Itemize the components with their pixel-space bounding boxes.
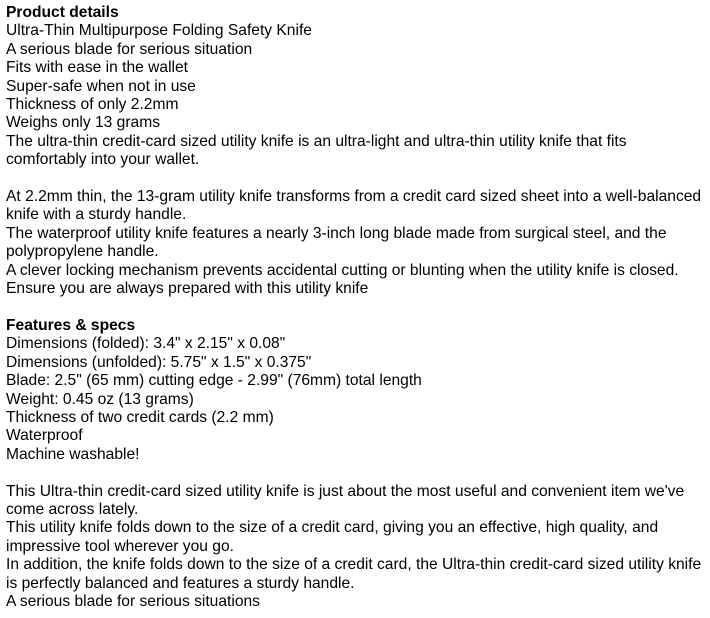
closing-line: A serious blade for serious situations xyxy=(6,592,260,610)
features-specs-heading: Features & specs xyxy=(6,316,136,334)
paragraph-gap xyxy=(6,170,704,188)
spec-line: Dimensions (unfolded): 5.75" x 1.5" x 0.375" xyxy=(6,353,312,371)
product-line: Thickness of only 2.2mm xyxy=(6,96,179,114)
product-line: A clever locking mechanism prevents accidental cutting or blunting when the utility knife is closed. xyxy=(6,261,679,279)
product-line: A serious blade for serious situation xyxy=(6,40,253,58)
product-line: Super-safe when not in use xyxy=(6,77,196,95)
product-line: Weighs only 13 grams xyxy=(6,114,160,132)
product-line: At 2.2mm thin, the 13-gram utility knife transforms from a credit card sized sheet into a well-balanced knife with a sturdy handle. xyxy=(6,188,702,224)
closing-line: This utility knife folds down to the size of a credit card, giving you an effective, high quality, and impressive tool wherever you go. xyxy=(6,519,659,555)
spec-line: Blade: 2.5" (65 mm) cutting edge - 2.99" (76mm) total length xyxy=(6,372,422,390)
spec-line: Weight: 0.45 oz (13 grams) xyxy=(6,390,194,408)
spec-line: Machine washable! xyxy=(6,445,140,463)
spec-line: Waterproof xyxy=(6,427,83,445)
product-line: Ultra-Thin Multipurpose Folding Safety Knife xyxy=(6,22,312,40)
spec-line: Thickness of two credit cards (2.2 mm) xyxy=(6,408,274,426)
closing-line: This Ultra-thin credit-card sized utility knife is just about the most useful and convenient item we've come across lately. xyxy=(6,482,685,518)
paragraph-gap xyxy=(6,298,704,316)
product-details-heading: Product details xyxy=(6,4,119,21)
product-line: Fits with ease in the wallet xyxy=(6,59,189,77)
product-line: The waterproof utility knife features a nearly 3-inch long blade made from surgical steel, and the polypropylene handle. xyxy=(6,224,667,261)
product-line: The ultra-thin credit-card sized utility knife is an ultra-light and ultra-thin utility knife that fits comfortably into your wallet. xyxy=(6,132,627,169)
product-line: Ensure you are always prepared with this utility knife xyxy=(6,280,369,298)
closing-line: In addition, the knife folds down to the size of a credit card, the Ultra-thin credit-card sized utility knife is perfectly balanced and features a sturdy handle. xyxy=(6,556,702,592)
paragraph-gap xyxy=(6,464,704,482)
spec-line: Dimensions (folded): 3.4" x 2.15" x 0.08" xyxy=(6,335,286,353)
